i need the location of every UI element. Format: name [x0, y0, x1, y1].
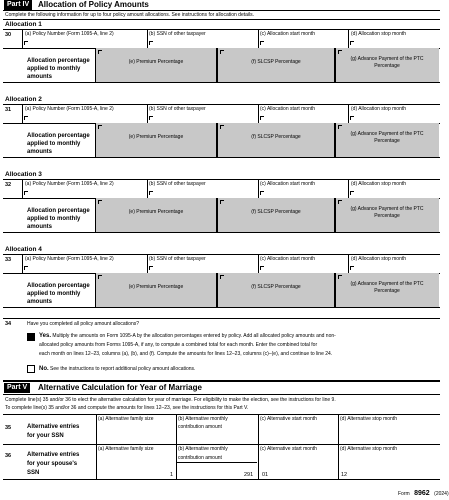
- col-f-header: (f) SLCSP Percentage: [251, 59, 301, 65]
- field-corner-mark: [24, 116, 28, 117]
- allocation-2-policy-number-field[interactable]: [23, 113, 146, 122]
- col-d-header: (d) Allocation stop month: [351, 256, 407, 262]
- allocation-3-aptc-pct-field[interactable]: [337, 218, 437, 230]
- line-34-number: 34: [5, 321, 12, 327]
- divider: [258, 444, 259, 480]
- col-g-header-2: Percentage: [374, 63, 400, 69]
- allocation-1-slcsp-pct-field[interactable]: [219, 68, 333, 80]
- col-b-header: (b) SSN of other taxpayer: [149, 31, 206, 37]
- field-corner-mark: [24, 41, 28, 42]
- line-34-question: Have you completed all policy amount allocations?: [27, 321, 140, 327]
- divider: [3, 380, 440, 382]
- line-33-number: 33: [5, 257, 12, 263]
- allocation-1-policy-number-field[interactable]: [23, 38, 146, 47]
- field-corner-mark: [338, 50, 342, 51]
- yes-text-line1: [39, 333, 336, 339]
- field-corner-mark: [350, 41, 354, 42]
- col-a-header: (a) Policy Number (Form 1095-A, line 2): [25, 31, 114, 37]
- line-36-value-a[interactable]: 1: [170, 472, 174, 478]
- line-35-col-d: (d) Alternative stop month: [340, 416, 397, 422]
- part-iv-instructions: Complete the following information for up to four policy amount allocations. See instructions for allocation details.: [5, 12, 255, 18]
- allocation-3-policy-number-field[interactable]: [23, 188, 146, 197]
- col-c-header: (c) Allocation start month: [260, 31, 316, 37]
- allocation-pct-label-1: Allocation percentage: [27, 283, 90, 289]
- field-corner-mark: [149, 116, 153, 117]
- allocation-2-aptc-pct-field[interactable]: [337, 143, 437, 155]
- allocation-pct-label-3: amounts: [27, 224, 53, 230]
- field-corner-mark: [338, 275, 342, 276]
- footer-form-year: (2024): [434, 491, 449, 497]
- divider: [3, 29, 440, 30]
- allocation-pct-label-2: applied to monthly: [27, 141, 81, 147]
- divider: [3, 254, 440, 255]
- col-f-header: (f) SLCSP Percentage: [251, 134, 301, 140]
- yes-checkbox-mark: [28, 334, 34, 340]
- line-36-label-1: Alternative entries: [27, 452, 80, 458]
- divider: [3, 307, 440, 308]
- line-36-number: 36: [5, 453, 12, 459]
- allocation-1-aptc-pct-field[interactable]: [337, 68, 437, 80]
- field-corner-mark: [98, 50, 102, 51]
- no-text-body: See the instructions to report additional policy amount allocations.: [48, 366, 196, 372]
- line-32-number: 32: [5, 182, 12, 188]
- col-b-header: (b) SSN of other taxpayer: [149, 181, 206, 187]
- divider: [177, 462, 257, 463]
- line-36-value-c[interactable]: 01: [262, 472, 269, 478]
- line-36-col-a: (a) Alternative family size: [98, 446, 154, 452]
- line-35-field-b[interactable]: [177, 430, 257, 443]
- col-a-header: (a) Policy Number (Form 1095-A, line 2): [25, 181, 114, 187]
- field-corner-mark: [149, 191, 153, 192]
- col-g-header-2: Percentage: [374, 138, 400, 144]
- divider: [338, 444, 339, 480]
- yes-text-line3: each month on lines 12–23, columns (a), (b), and (f). Compute the amounts for lines 12–23, columns (c)–(e), and continue to line 24.: [39, 351, 333, 357]
- allocation-4-title: Allocation 4: [5, 246, 42, 253]
- divider: [3, 82, 440, 83]
- allocation-pct-label-2: applied to monthly: [27, 216, 81, 222]
- allocation-4-premium-pct-field[interactable]: [97, 293, 215, 305]
- allocation-4-policy-number-field[interactable]: [23, 263, 146, 272]
- line-35-col-a: (a) Alternative family size: [98, 416, 154, 422]
- footer-form-label: Form: [398, 491, 410, 497]
- divider: [3, 104, 440, 105]
- allocation-3-premium-pct-field[interactable]: [97, 218, 215, 230]
- divider: [3, 318, 440, 319]
- line-36-label-2: for your spouse's: [27, 461, 78, 467]
- allocation-3-ssn-field[interactable]: [148, 188, 257, 197]
- field-corner-mark: [220, 50, 224, 51]
- allocation-1-stop-month-field[interactable]: [349, 38, 439, 47]
- allocation-pct-label-3: amounts: [27, 74, 53, 80]
- form-footer: [398, 482, 449, 500]
- col-c-header: (c) Allocation start month: [260, 181, 316, 187]
- line-35-col-b2: contribution amount: [178, 424, 222, 430]
- col-g-header-1: (g) Advance Payment of the PTC: [350, 281, 424, 287]
- col-g-header-2: Percentage: [374, 213, 400, 219]
- allocation-pct-label-1: Allocation percentage: [27, 133, 90, 139]
- line-36-label-3: SSN: [27, 470, 40, 476]
- divider: [3, 414, 440, 415]
- allocation-4-ssn-field[interactable]: [148, 263, 257, 272]
- no-checkbox[interactable]: [27, 365, 35, 373]
- line-35-col-c: (c) Alternative start month: [260, 416, 317, 422]
- col-e-header: (e) Premium Percentage: [128, 59, 184, 65]
- divider: [3, 10, 440, 11]
- col-e-header: (e) Premium Percentage: [128, 134, 184, 140]
- allocation-pct-label-3: amounts: [27, 299, 53, 305]
- allocation-pct-label-3: amounts: [27, 149, 53, 155]
- divider: [3, 19, 440, 20]
- col-f-header: (f) SLCSP Percentage: [251, 209, 301, 215]
- field-corner-mark: [149, 266, 153, 267]
- allocation-2-ssn-field[interactable]: [148, 113, 257, 122]
- allocation-2-stop-month-field[interactable]: [349, 113, 439, 122]
- field-corner-mark: [24, 191, 28, 192]
- field-corner-mark: [98, 275, 102, 276]
- line-35-label-1: Alternative entries: [27, 424, 80, 430]
- allocation-1-start-month-field[interactable]: [259, 38, 347, 47]
- line-36-col-c: (c) Alternative start month: [260, 446, 317, 452]
- col-a-header: (a) Policy Number (Form 1095-A, line 2): [25, 106, 114, 112]
- field-corner-mark: [338, 125, 342, 126]
- col-d-header: (d) Allocation stop month: [351, 181, 407, 187]
- footer-form-number: 8962: [414, 490, 430, 497]
- col-e-header: (e) Premium Percentage: [128, 209, 184, 215]
- field-corner-mark: [350, 116, 354, 117]
- line-35-field-a[interactable]: [97, 424, 175, 443]
- field-corner-mark: [98, 200, 102, 201]
- col-a-header: (a) Policy Number (Form 1095-A, line 2): [25, 256, 114, 262]
- line-36-value-b[interactable]: 291: [244, 472, 254, 478]
- field-corner-mark: [260, 191, 264, 192]
- divider: [3, 232, 440, 233]
- line-35-field-c[interactable]: [259, 424, 337, 443]
- allocation-4-stop-month-field[interactable]: [349, 263, 439, 272]
- line-35-field-d[interactable]: [339, 424, 439, 443]
- field-corner-mark: [338, 200, 342, 201]
- allocation-4-aptc-pct-field[interactable]: [337, 293, 437, 305]
- col-g-header-1: (g) Advance Payment of the PTC: [350, 56, 424, 62]
- field-corner-mark: [260, 41, 264, 42]
- line-36-value-d[interactable]: 12: [341, 472, 348, 478]
- col-b-header: (b) SSN of other taxpayer: [149, 256, 206, 262]
- divider: [3, 179, 440, 180]
- col-b-header: (b) SSN of other taxpayer: [149, 106, 206, 112]
- divider: [96, 444, 97, 480]
- line-35-col-b1: (b) Alternative monthly: [178, 416, 228, 422]
- allocation-2-slcsp-pct-field[interactable]: [219, 143, 333, 155]
- field-corner-mark: [350, 266, 354, 267]
- line-31-number: 31: [5, 107, 12, 113]
- allocation-2-title: Allocation 2: [5, 96, 42, 103]
- field-corner-mark: [220, 125, 224, 126]
- allocation-3-stop-month-field[interactable]: [349, 188, 439, 197]
- col-d-header: (d) Allocation stop month: [351, 31, 407, 37]
- col-g-header-2: Percentage: [374, 288, 400, 294]
- allocation-2-premium-pct-field[interactable]: [97, 143, 215, 155]
- divider: [3, 394, 440, 395]
- allocation-4-slcsp-pct-field[interactable]: [219, 293, 333, 305]
- part-v-instructions-1: Complete line(s) 35 and/or 36 to elect the alternative calculation for year of marriage. For eligibility to make the election, see the instructions for line 9.: [5, 397, 336, 403]
- field-corner-mark: [350, 191, 354, 192]
- col-e-header: (e) Premium Percentage: [128, 284, 184, 290]
- allocation-pct-label-2: applied to monthly: [27, 66, 81, 72]
- line-36-col-b2: contribution amount: [178, 455, 222, 461]
- col-c-header: (c) Allocation start month: [260, 106, 316, 112]
- allocation-pct-label-2: applied to monthly: [27, 291, 81, 297]
- allocation-3-start-month-field[interactable]: [259, 188, 347, 197]
- col-c-header: (c) Allocation start month: [260, 256, 316, 262]
- col-f-header: (f) SLCSP Percentage: [251, 284, 301, 290]
- allocation-1-premium-pct-field[interactable]: [97, 68, 215, 80]
- line-30-number: 30: [5, 32, 12, 38]
- line-36-col-d: (d) Alternative stop month: [340, 446, 397, 452]
- field-corner-mark: [98, 125, 102, 126]
- col-g-header-1: (g) Advance Payment of the PTC: [350, 131, 424, 137]
- allocation-2-start-month-field[interactable]: [259, 113, 347, 122]
- part-v-instructions-2: To complete line(s) 35 and/or 36 and compute the amounts for lines 12–23, see the instructions for this Part V.: [5, 405, 249, 411]
- line-35-number: 35: [5, 425, 12, 431]
- field-corner-mark: [260, 266, 264, 267]
- divider: [3, 479, 440, 480]
- field-corner-mark: [220, 200, 224, 201]
- field-corner-mark: [260, 116, 264, 117]
- yes-text-line2: allocated policy amounts from Forms 1095-A, if any, to compute a combined total for each month. Enter the combined total for: [39, 342, 318, 348]
- allocation-4-start-month-field[interactable]: [259, 263, 347, 272]
- allocation-3-slcsp-pct-field[interactable]: [219, 218, 333, 230]
- field-corner-mark: [149, 41, 153, 42]
- no-text: [39, 366, 195, 372]
- yes-text: Multiply the amounts on Form 1095-A by the allocation percentages entered by policy. Add all allocated policy amounts and non-: [51, 333, 336, 339]
- line-35-label-2: for your SSN: [27, 433, 64, 439]
- col-g-header-1: (g) Advance Payment of the PTC: [350, 206, 424, 212]
- allocation-pct-label-1: Allocation percentage: [27, 208, 90, 214]
- allocation-pct-label-1: Allocation percentage: [27, 58, 90, 64]
- allocation-3-title: Allocation 3: [5, 171, 42, 178]
- allocation-1-ssn-field[interactable]: [148, 38, 257, 47]
- yes-label: Yes.: [39, 333, 52, 339]
- part-iv-label: Part IV: [4, 0, 32, 10]
- divider: [3, 444, 440, 445]
- field-corner-mark: [24, 266, 28, 267]
- col-d-header: (d) Allocation stop month: [351, 106, 407, 112]
- divider: [3, 157, 440, 158]
- part-v-title: Alternative Calculation for Year of Marriage: [38, 383, 202, 392]
- part-v-label: Part V: [4, 383, 30, 393]
- part-iv-title: Allocation of Policy Amounts: [38, 0, 149, 9]
- field-corner-mark: [220, 275, 224, 276]
- no-label: No.: [39, 366, 49, 372]
- allocation-1-title: Allocation 1: [5, 21, 42, 28]
- line-36-col-b1: (b) Alternative monthly: [178, 446, 228, 452]
